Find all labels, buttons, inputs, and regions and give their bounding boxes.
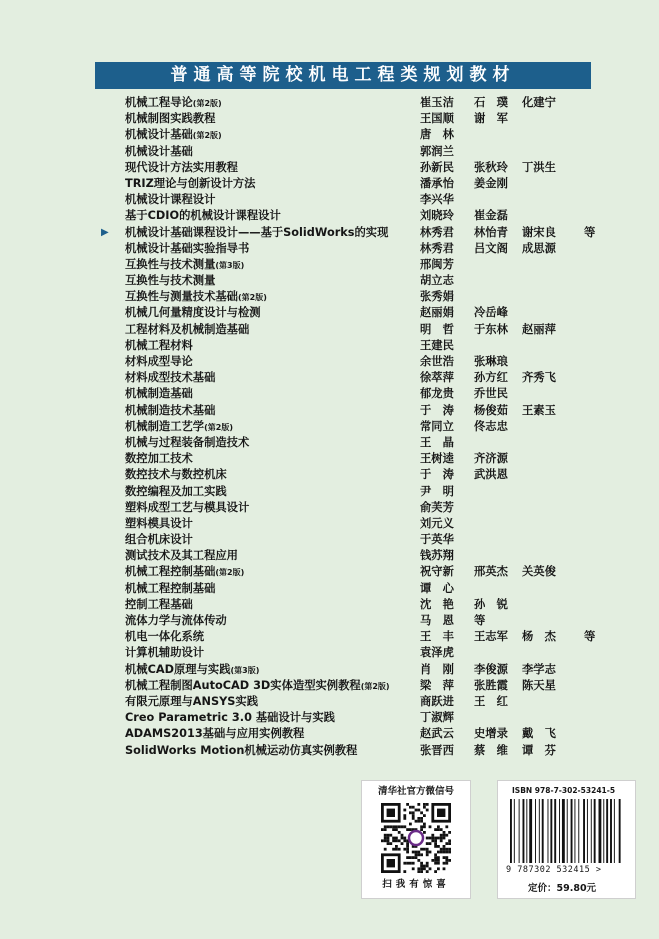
book-list — [101, 95, 604, 759]
book-author: 齐秀飞 — [522, 371, 556, 385]
book-title — [125, 419, 233, 436]
book-author: 谢宋良 — [522, 225, 556, 239]
book-row — [104, 338, 604, 354]
book-author: 郭润兰 — [420, 144, 454, 158]
book-author: 邢英杰 — [474, 565, 508, 579]
book-author: 刘晓玲 — [420, 209, 454, 223]
book-row — [104, 613, 604, 629]
book-title-text: 机械几何量精度设计与检测 — [125, 306, 261, 320]
book-title-text: 机械工程材料 — [125, 338, 193, 352]
wechat-qr-card — [361, 780, 471, 899]
book-title-text: 基于CDIO的机械设计课程设计 — [125, 209, 281, 223]
book-title-text: 机械设计基础 — [125, 128, 193, 142]
book-author: 成思源 — [522, 241, 556, 255]
book-row — [104, 386, 604, 402]
book-title — [125, 678, 390, 695]
book-author: 李学志 — [522, 662, 556, 676]
book-author: 赵武云 — [420, 727, 454, 741]
book-author: 于东林 — [474, 322, 508, 336]
book-title — [125, 370, 215, 386]
book-title-text: 组合机床设计 — [125, 533, 193, 547]
book-title — [125, 305, 261, 321]
book-authors-etc: 等 — [584, 630, 596, 644]
series-banner: 普通高等院校机电工程类规划教材 — [95, 62, 591, 89]
book-author: 杨俊茹 — [474, 403, 508, 417]
book-title — [125, 241, 249, 257]
book-author: 林秀君 — [420, 225, 454, 239]
qr-caption: 扫我有惊喜 — [382, 879, 450, 890]
book-title — [125, 532, 193, 548]
book-author: 于 涛 — [420, 468, 454, 482]
book-title-text: 机械制造技术基础 — [125, 403, 216, 417]
book-edition: (第2版) — [360, 681, 390, 691]
book-title-text: 流体力学与流体传动 — [125, 614, 227, 627]
book-author: 杨 杰 — [522, 630, 556, 644]
book-author: 丁洪生 — [522, 160, 556, 174]
book-author: 崔玉洁 — [420, 96, 454, 109]
book-author: 孙 锐 — [474, 597, 508, 611]
barcode-icon — [508, 799, 624, 865]
book-title — [125, 467, 227, 483]
book-title — [125, 516, 193, 532]
book-title-text: 机械设计基础 — [125, 144, 193, 158]
book-title — [125, 127, 222, 144]
book-title-text: 计算机辅助设计 — [125, 646, 205, 660]
book-title-text: 机械工程导论 — [125, 96, 193, 109]
book-author: 佟志忠 — [474, 419, 508, 433]
book-author: 张秀娟 — [420, 290, 454, 304]
book-author: 祝守新 — [420, 565, 454, 579]
book-title — [125, 710, 335, 726]
book-title — [125, 160, 238, 176]
book-author: 李俊源 — [474, 662, 508, 676]
book-author: 王志军 — [474, 630, 508, 644]
book-row — [104, 629, 604, 645]
book-row — [104, 257, 604, 273]
book-author: 王素玉 — [522, 403, 556, 417]
book-row — [104, 127, 604, 143]
book-row — [104, 241, 604, 257]
book-author: 王国顺 — [420, 112, 454, 126]
book-author: 沈 艳 — [420, 597, 454, 611]
book-row — [104, 532, 604, 548]
book-author: 孙方红 — [474, 371, 508, 385]
book-title-text: 测试技术及其工程应用 — [125, 549, 238, 563]
book-author: 俞芙芳 — [420, 500, 454, 514]
book-author: 孙新民 — [420, 160, 454, 174]
book-title-text: 塑料模具设计 — [125, 516, 193, 530]
book-author: 常同立 — [420, 419, 454, 433]
book-row — [104, 273, 604, 289]
book-title — [125, 597, 193, 613]
book-row — [104, 597, 604, 613]
book-title-text: SolidWorks Motion机械运动仿真实例教程 — [125, 743, 358, 757]
book-title — [125, 338, 193, 354]
book-title — [125, 273, 215, 289]
book-title — [125, 322, 249, 338]
book-author: 崔金磊 — [474, 209, 508, 223]
book-row — [104, 305, 604, 321]
book-author: 赵丽娟 — [420, 306, 454, 320]
price: 定价：59.80元 — [528, 883, 597, 894]
book-row — [104, 322, 604, 338]
book-author: 林秀君 — [420, 241, 454, 255]
book-title — [125, 403, 215, 419]
book-row — [104, 710, 604, 726]
book-row — [104, 95, 604, 111]
book-row — [104, 662, 604, 678]
book-title — [125, 435, 249, 451]
book-author: 陈天星 — [522, 678, 556, 692]
book-row — [104, 160, 604, 176]
book-title — [125, 613, 227, 629]
book-author: 乔世民 — [474, 387, 508, 401]
book-author: 王 晶 — [420, 435, 454, 449]
book-row — [104, 176, 604, 192]
book-author: 关英俊 — [522, 565, 556, 579]
book-title — [125, 208, 281, 224]
book-edition: (第2版) — [237, 293, 267, 303]
book-title — [125, 726, 304, 742]
book-author: 唐 林 — [420, 128, 454, 142]
book-author: 史增录 — [474, 727, 508, 741]
book-author: 潘承怡 — [420, 176, 454, 190]
book-title — [125, 694, 258, 710]
book-title — [125, 225, 388, 241]
book-title — [125, 500, 249, 516]
book-author: 谭 心 — [420, 581, 454, 595]
book-title-text: 互换性与技术测量 — [125, 257, 216, 271]
book-row — [104, 451, 604, 467]
book-edition: (第3版) — [230, 665, 260, 675]
book-author: 张晋西 — [420, 743, 454, 757]
book-title-text: 机械工程控制基础 — [125, 581, 216, 595]
book-title — [125, 95, 222, 112]
book-author: 谢 军 — [474, 112, 508, 126]
book-author: 李兴华 — [420, 193, 454, 207]
book-author: 钱苏翔 — [420, 549, 454, 563]
book-title-text: 机械制造基础 — [125, 387, 193, 401]
book-author: 徐萃萍 — [420, 371, 454, 385]
book-author: 马 恩 — [420, 614, 454, 627]
book-author: 尹 明 — [420, 484, 454, 498]
book-title — [125, 629, 204, 645]
book-edition: (第2版) — [192, 99, 222, 108]
book-edition: (第2版) — [192, 131, 222, 141]
book-author: 蔡 维 — [474, 743, 508, 757]
book-author: 冷岳峰 — [474, 306, 508, 320]
isbn-text: ISBN 978-7-302-53241-5 — [512, 786, 616, 795]
book-title — [125, 111, 215, 127]
book-title — [125, 581, 215, 597]
book-title-text: 材料成型导论 — [125, 355, 193, 368]
book-author: 于英华 — [420, 533, 454, 547]
book-row — [104, 581, 604, 597]
book-title-text: 控制工程基础 — [125, 597, 193, 611]
barcode-digits: 9 787302 532415 > — [506, 865, 602, 875]
book-title — [125, 386, 193, 402]
book-edition: (第2版) — [204, 422, 233, 432]
book-author: 郁龙贵 — [420, 387, 454, 401]
book-title — [125, 451, 193, 467]
current-book-marker-icon: ▶ — [101, 226, 109, 238]
book-row — [104, 678, 604, 694]
book-title-text: 机械工程控制基础 — [125, 565, 216, 579]
book-author: 胡立志 — [420, 274, 454, 288]
book-title — [125, 564, 244, 581]
book-row — [104, 111, 604, 127]
book-title-text: TRIZ理论与创新设计方法 — [125, 176, 256, 190]
book-author: 明 哲 — [420, 322, 454, 336]
book-author: 姜金刚 — [474, 176, 508, 190]
book-title-text: 材料成型技术基础 — [125, 371, 216, 385]
book-edition: (第3版) — [215, 260, 245, 270]
book-row — [104, 289, 604, 305]
book-author: 王 红 — [474, 694, 508, 708]
book-title-text: 有限元原理与ANSYS实践 — [125, 694, 259, 708]
book-title — [125, 662, 259, 679]
book-author: 王 丰 — [420, 630, 454, 644]
book-row — [104, 645, 604, 661]
book-row — [104, 419, 604, 435]
book-title — [125, 192, 215, 208]
book-row — [104, 435, 604, 451]
book-row — [104, 500, 604, 516]
book-author: 张秋玲 — [474, 160, 508, 174]
book-row — [104, 208, 604, 224]
book-authors-etc: 等 — [584, 225, 596, 239]
qr-code-icon[interactable] — [381, 803, 451, 873]
book-title-text: 互换性与测量技术基础 — [125, 290, 238, 304]
book-title — [125, 645, 204, 661]
book-edition: (第2版) — [215, 568, 245, 578]
book-row — [104, 370, 604, 386]
book-row — [104, 354, 604, 370]
book-author: 化建宁 — [522, 96, 556, 109]
book-row — [104, 516, 604, 532]
book-author: 商跃进 — [420, 694, 454, 708]
book-author: 余世浩 — [420, 355, 454, 368]
book-row — [104, 467, 604, 483]
book-title — [125, 484, 227, 500]
book-title — [125, 354, 193, 370]
book-title — [125, 548, 238, 564]
book-author: 张胜霞 — [474, 678, 508, 692]
book-author: 于 涛 — [420, 403, 454, 417]
book-row — [104, 403, 604, 419]
book-row — [104, 694, 604, 710]
book-title-text: 数控编程及加工实践 — [125, 484, 227, 498]
book-author: 齐济源 — [474, 452, 508, 466]
book-row — [104, 548, 604, 564]
book-row — [104, 726, 604, 742]
book-title-text: 机电一体化系统 — [125, 630, 205, 644]
book-author: 袁泽虎 — [420, 646, 454, 660]
book-author: 邢闽芳 — [420, 257, 454, 271]
book-row — [104, 743, 604, 759]
book-title — [125, 176, 255, 192]
book-author: 林怡青 — [474, 225, 508, 239]
qr-title: 清华社官方微信号 — [377, 786, 454, 797]
book-title-text: 工程材料及机械制造基础 — [125, 322, 250, 336]
book-title-text: 塑料成型工艺与模具设计 — [125, 500, 250, 514]
book-title-text: 数控加工技术 — [125, 452, 193, 466]
book-title-text: 机械制造工艺学 — [125, 419, 205, 433]
book-row — [104, 192, 604, 208]
book-author: 戴 飞 — [522, 727, 556, 741]
book-author: 等 — [474, 614, 486, 627]
book-author: 张琳琅 — [474, 355, 508, 368]
book-title-text: 机械CAD原理与实践 — [125, 662, 231, 676]
book-author: 赵丽萍 — [522, 322, 556, 336]
book-title-text: 机械设计基础课程设计——基于SolidWorks的实现 — [125, 225, 389, 239]
book-title-text: 机械与过程装备制造技术 — [125, 435, 250, 449]
book-author: 梁 萍 — [420, 678, 454, 692]
book-title-text: 机械设计课程设计 — [125, 193, 216, 207]
book-author: 肖 刚 — [420, 662, 454, 676]
book-title-text: 机械制图实践教程 — [125, 112, 216, 126]
isbn-card — [497, 780, 636, 899]
book-author: 王树逵 — [420, 452, 454, 466]
book-row — [101, 225, 604, 241]
book-title-text: ADAMS2013基础与应用实例教程 — [125, 727, 305, 741]
book-author: 武洪恩 — [474, 468, 508, 482]
book-row — [104, 144, 604, 160]
book-author: 吕文阁 — [474, 241, 508, 255]
book-author: 石 璞 — [474, 96, 508, 109]
book-title — [125, 289, 267, 306]
book-author: 谭 芬 — [522, 743, 556, 757]
book-title-text: 机械设计基础实验指导书 — [125, 241, 250, 255]
book-title-text: 数控技术与数控机床 — [125, 468, 227, 482]
book-title-text: Creo Parametric 3.0 基础设计与实践 — [125, 711, 335, 725]
book-author: 丁淑辉 — [420, 711, 454, 725]
book-title-text: 机械工程制图AutoCAD 3D实体造型实例教程 — [125, 678, 361, 692]
book-title — [125, 743, 357, 759]
book-title — [125, 257, 244, 274]
book-title — [125, 144, 193, 160]
book-row — [104, 564, 604, 580]
book-author: 刘元义 — [420, 516, 454, 530]
book-title-text: 现代设计方法实用教程 — [125, 160, 238, 174]
book-title-text: 互换性与技术测量 — [125, 274, 216, 288]
book-row — [104, 484, 604, 500]
book-author: 王建民 — [420, 338, 454, 352]
